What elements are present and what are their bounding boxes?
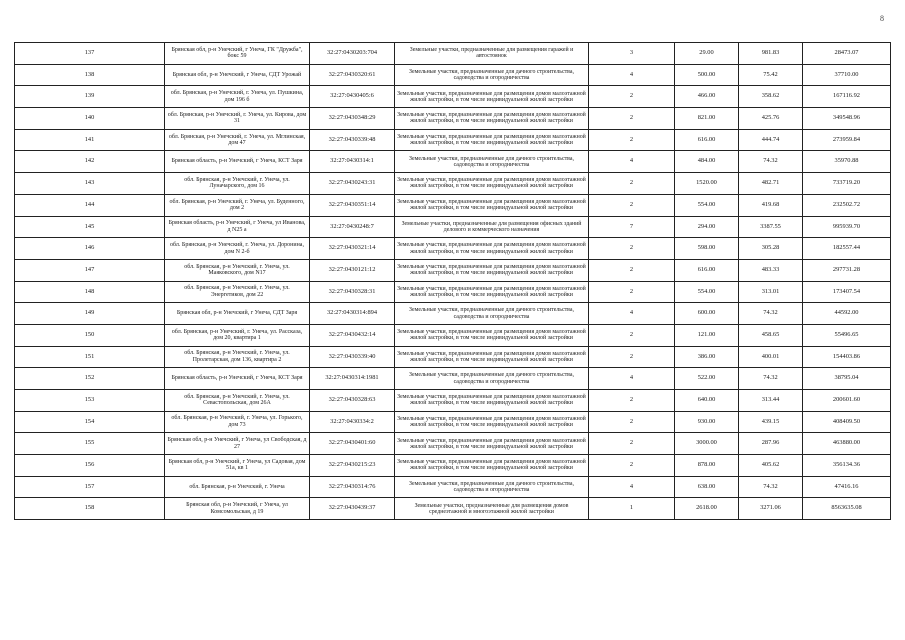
address-cell: обл. Брянская, р-н Унечский, г. Унеча: [165, 476, 310, 498]
row-number-cell: 140: [15, 108, 165, 130]
land-registry-table: [14, 42, 891, 520]
row-number-cell: 148: [15, 281, 165, 303]
cadastral-number-cell: 32:27:0430339:40: [310, 346, 395, 368]
specific-value-cell: 419.68: [739, 194, 803, 216]
row-number-cell: 144: [15, 194, 165, 216]
cadastral-number-cell: 32:27:0430405:6: [310, 86, 395, 108]
area-cell: 638.00: [675, 476, 739, 498]
cadastral-number-cell: 32:27:0430351:14: [310, 194, 395, 216]
table-row: [15, 216, 891, 238]
address-cell: обл. Брянская, р-н Унечский, г. Унеча, ул. Маяковского, дом N17: [165, 259, 310, 281]
specific-value-cell: 313.44: [739, 390, 803, 412]
table-row: [15, 86, 891, 108]
table-row: [15, 455, 891, 477]
land-purpose-cell: Земельные участки, предназначенные для дачного строительства, садоводства и огородничества: [395, 476, 589, 498]
row-number-cell: 147: [15, 259, 165, 281]
specific-value-cell: 439.15: [739, 411, 803, 433]
cadastral-number-cell: 32:27:0430314:1981: [310, 368, 395, 390]
area-cell: 616.00: [675, 129, 739, 151]
address-cell: Брянская обл, р-н Унечский, г Унеча, ул Свободская, д 27: [165, 433, 310, 455]
land-purpose-cell: Земельные участки, предназначенные для размещения домов малоэтажной жилой застройки, в том числе индивидуальной жилой застройки: [395, 238, 589, 260]
cadastral-number-cell: 32:27:0430432:14: [310, 324, 395, 346]
cadastral-number-cell: 32:27:0430121:12: [310, 259, 395, 281]
address-cell: Брянская обл, р-н Унечский, г Унеча, ул Садовая, дом 51а, кв 1: [165, 455, 310, 477]
address-cell: обл. Брянская, р-н Унечский, г. Унеча, ул. Луначарского, дом 16: [165, 173, 310, 195]
area-cell: 878.00: [675, 455, 739, 477]
specific-value-cell: 400.01: [739, 346, 803, 368]
specific-value-cell: 458.65: [739, 324, 803, 346]
land-purpose-cell: Земельные участки, предназначенные для размещения домов малоэтажной жилой застройки, в том числе индивидуальной жилой застройки: [395, 390, 589, 412]
land-purpose-cell: Земельные участки, предназначенные для дачного строительства, садоводства и огородничества: [395, 151, 589, 173]
group-code-cell: 4: [589, 64, 675, 86]
cadastral-number-cell: 32:27:0430314:894: [310, 303, 395, 325]
specific-value-cell: 981.83: [739, 43, 803, 65]
row-number-cell: 155: [15, 433, 165, 455]
group-code-cell: 2: [589, 86, 675, 108]
area-cell: 500.00: [675, 64, 739, 86]
cadastral-value-cell: 182557.44: [803, 238, 891, 260]
address-cell: обл. Брянская, р-н Унечский, г. Унеча, ул. Севастопольская, дом 26А: [165, 390, 310, 412]
land-purpose-cell: Земельные участки, предназначенные для размещения домов малоэтажной жилой застройки, в том числе индивидуальной жилой застройки: [395, 129, 589, 151]
row-number-cell: 151: [15, 346, 165, 368]
row-number-cell: 143: [15, 173, 165, 195]
cadastral-value-cell: 55496.65: [803, 324, 891, 346]
cadastral-value-cell: 463880.00: [803, 433, 891, 455]
group-code-cell: 2: [589, 455, 675, 477]
land-purpose-cell: Земельные участки, предназначенные для размещения домов малоэтажной жилой застройки, в том числе индивидуальной жилой застройки: [395, 173, 589, 195]
specific-value-cell: 3387.55: [739, 216, 803, 238]
cadastral-value-cell: 232502.72: [803, 194, 891, 216]
area-cell: 600.00: [675, 303, 739, 325]
address-cell: Брянская область, р-н Унечский, г Унеча, КСТ Заря: [165, 368, 310, 390]
specific-value-cell: 305.28: [739, 238, 803, 260]
group-code-cell: 2: [589, 173, 675, 195]
cadastral-value-cell: 995939.70: [803, 216, 891, 238]
address-cell: обл. Брянская, р-н Унечский, г. Унеча, ул. Кирова, дом 31: [165, 108, 310, 130]
row-number-cell: 139: [15, 86, 165, 108]
row-number-cell: 149: [15, 303, 165, 325]
land-purpose-cell: Земельные участки, предназначенные для размещения домов малоэтажной жилой застройки, в том числе индивидуальной жилой застройки: [395, 108, 589, 130]
area-cell: 29.00: [675, 43, 739, 65]
cadastral-number-cell: 32:27:0430215:23: [310, 455, 395, 477]
group-code-cell: 2: [589, 324, 675, 346]
table-row: [15, 303, 891, 325]
row-number-cell: 156: [15, 455, 165, 477]
table-row: [15, 281, 891, 303]
land-purpose-cell: Земельные участки, предназначенные для размещения домов малоэтажной жилой застройки, в том числе индивидуальной жилой застройки: [395, 259, 589, 281]
land-purpose-cell: Земельные участки, предназначенные для размещения домов малоэтажной жилой застройки, в том числе индивидуальной жилой застройки: [395, 455, 589, 477]
address-cell: обл. Брянская, р-н Унечский, г. Унеча, ул. Пролетарская, дом 136, квартира 2: [165, 346, 310, 368]
row-number-cell: 153: [15, 390, 165, 412]
row-number-cell: 141: [15, 129, 165, 151]
cadastral-number-cell: 32:27:0430314:1: [310, 151, 395, 173]
row-number-cell: 154: [15, 411, 165, 433]
group-code-cell: 2: [589, 281, 675, 303]
page-number: 8: [880, 14, 884, 23]
row-number-cell: 158: [15, 498, 165, 520]
cadastral-value-cell: 356134.36: [803, 455, 891, 477]
cadastral-value-cell: 297731.28: [803, 259, 891, 281]
cadastral-number-cell: 32:27:0430339:48: [310, 129, 395, 151]
address-cell: обл. Брянская, р-н Унечский, г. Унеча, ул. Энергетиков, дом 22: [165, 281, 310, 303]
cadastral-number-cell: 32:27:0430401:60: [310, 433, 395, 455]
specific-value-cell: 444.74: [739, 129, 803, 151]
group-code-cell: 2: [589, 433, 675, 455]
area-cell: 2618.00: [675, 498, 739, 520]
address-cell: обл. Брянская, р-н Унечский, г. Унеча, ул. Доронина, дом N 2-б: [165, 238, 310, 260]
address-cell: Брянская обл, р-н Унечский, г Унеча, СДТ Урожай: [165, 64, 310, 86]
land-purpose-cell: Земельные участки, предназначенные для дачного строительства, садоводства и огородничества: [395, 303, 589, 325]
area-cell: 821.00: [675, 108, 739, 130]
area-cell: 386.00: [675, 346, 739, 368]
group-code-cell: 1: [589, 498, 675, 520]
area-cell: 640.00: [675, 390, 739, 412]
area-cell: 466.00: [675, 86, 739, 108]
cadastral-number-cell: 32:27:0430321:14: [310, 238, 395, 260]
area-cell: 554.00: [675, 194, 739, 216]
land-purpose-cell: Земельные участки, предназначенные для дачного строительства, садоводства и огородничества: [395, 368, 589, 390]
address-cell: Брянская область, р-н Унечский, г Унеча, КСТ Заря: [165, 151, 310, 173]
cadastral-number-cell: 32:27:0430328:63: [310, 390, 395, 412]
table-row: [15, 411, 891, 433]
cadastral-number-cell: 32:27:0430248:7: [310, 216, 395, 238]
address-cell: обл. Брянская, р-н Унечский, г. Унеча, ул. Горького, дом 73: [165, 411, 310, 433]
table-row: [15, 194, 891, 216]
group-code-cell: 2: [589, 259, 675, 281]
address-cell: обл. Брянская, р-н Унечский, г. Унеча, ул. Мглинская, дом 47: [165, 129, 310, 151]
specific-value-cell: 3271.06: [739, 498, 803, 520]
row-number-cell: 157: [15, 476, 165, 498]
land-purpose-cell: Земельные участки, предназначенные для размещения домов малоэтажной жилой застройки, в том числе индивидуальной жилой застройки: [395, 194, 589, 216]
table-row: [15, 324, 891, 346]
row-number-cell: 152: [15, 368, 165, 390]
group-code-cell: 2: [589, 194, 675, 216]
row-number-cell: 142: [15, 151, 165, 173]
specific-value-cell: 75.42: [739, 64, 803, 86]
area-cell: 930.00: [675, 411, 739, 433]
address-cell: обл. Брянская, р-н Унечский, г. Унеча, ул. Пушкина, дом 196 б: [165, 86, 310, 108]
land-purpose-cell: Земельные участки, предназначенные для размещения офисных зданий делового и коммерческого назначения: [395, 216, 589, 238]
land-purpose-cell: Земельные участки, предназначенные для размещения домов среднеэтажной и многоэтажной жилой застройки: [395, 498, 589, 520]
land-purpose-cell: Земельные участки, предназначенные для размещения гаражей и автостоянок: [395, 43, 589, 65]
area-cell: 616.00: [675, 259, 739, 281]
group-code-cell: 4: [589, 476, 675, 498]
table-row: [15, 173, 891, 195]
table-row: [15, 390, 891, 412]
row-number-cell: 138: [15, 64, 165, 86]
area-cell: 294.00: [675, 216, 739, 238]
land-purpose-cell: Земельные участки, предназначенные для размещения домов малоэтажной жилой застройки, в том числе индивидуальной жилой застройки: [395, 86, 589, 108]
table-row: [15, 346, 891, 368]
cadastral-value-cell: 173407.54: [803, 281, 891, 303]
area-cell: 121.00: [675, 324, 739, 346]
address-cell: обл. Брянская, р-н Унечский, г. Унеча, ул. Буденного, дом 2: [165, 194, 310, 216]
group-code-cell: 4: [589, 368, 675, 390]
cadastral-number-cell: 32:27:0430348:29: [310, 108, 395, 130]
specific-value-cell: 287.96: [739, 433, 803, 455]
land-purpose-cell: Земельные участки, предназначенные для размещения домов малоэтажной жилой застройки, в том числе индивидуальной жилой застройки: [395, 433, 589, 455]
address-cell: обл. Брянская, р-н Унечский, г. Унеча, ул. Рассказа, дом 20, квартира 1: [165, 324, 310, 346]
group-code-cell: 3: [589, 43, 675, 65]
specific-value-cell: 425.76: [739, 108, 803, 130]
cadastral-number-cell: 32:27:0430243:31: [310, 173, 395, 195]
cadastral-value-cell: 47416.16: [803, 476, 891, 498]
specific-value-cell: 74.32: [739, 368, 803, 390]
address-cell: Брянская обл, р-н Унечский, г Унеча, СДТ Заря: [165, 303, 310, 325]
land-purpose-cell: Земельные участки, предназначенные для размещения домов малоэтажной жилой застройки, в том числе индивидуальной жилой застройки: [395, 411, 589, 433]
group-code-cell: 7: [589, 216, 675, 238]
area-cell: 3000.00: [675, 433, 739, 455]
table-body: [15, 43, 891, 520]
cadastral-number-cell: 32:27:0430328:31: [310, 281, 395, 303]
land-purpose-cell: Земельные участки, предназначенные для дачного строительства, садоводства и огородничества: [395, 64, 589, 86]
row-number-cell: 146: [15, 238, 165, 260]
area-cell: 598.00: [675, 238, 739, 260]
cadastral-value-cell: 349548.96: [803, 108, 891, 130]
group-code-cell: 2: [589, 390, 675, 412]
cadastral-value-cell: 273959.84: [803, 129, 891, 151]
specific-value-cell: 358.62: [739, 86, 803, 108]
table-row: [15, 108, 891, 130]
cadastral-number-cell: 32:27:0430320:61: [310, 64, 395, 86]
table-row: [15, 64, 891, 86]
specific-value-cell: 74.32: [739, 476, 803, 498]
table-row: [15, 498, 891, 520]
address-cell: Брянская обл, р-н Унечский, г Унеча, ул Комсомольская, д 19: [165, 498, 310, 520]
land-purpose-cell: Земельные участки, предназначенные для размещения домов малоэтажной жилой застройки, в том числе индивидуальной жилой застройки: [395, 346, 589, 368]
land-purpose-cell: Земельные участки, предназначенные для размещения домов малоэтажной жилой застройки, в том числе индивидуальной жилой застройки: [395, 281, 589, 303]
group-code-cell: 2: [589, 346, 675, 368]
group-code-cell: 2: [589, 108, 675, 130]
specific-value-cell: 74.32: [739, 303, 803, 325]
area-cell: 554.00: [675, 281, 739, 303]
group-code-cell: 2: [589, 238, 675, 260]
area-cell: 484.00: [675, 151, 739, 173]
cadastral-value-cell: 28473.07: [803, 43, 891, 65]
table-row: [15, 259, 891, 281]
table-row: [15, 43, 891, 65]
row-number-cell: 137: [15, 43, 165, 65]
cadastral-value-cell: 733719.20: [803, 173, 891, 195]
group-code-cell: 2: [589, 411, 675, 433]
table-row: [15, 476, 891, 498]
specific-value-cell: 74.32: [739, 151, 803, 173]
specific-value-cell: 313.01: [739, 281, 803, 303]
table-row: [15, 433, 891, 455]
table-row: [15, 368, 891, 390]
row-number-cell: 145: [15, 216, 165, 238]
cadastral-value-cell: 154403.86: [803, 346, 891, 368]
row-number-cell: 150: [15, 324, 165, 346]
cadastral-value-cell: 38795.04: [803, 368, 891, 390]
table-row: [15, 151, 891, 173]
cadastral-number-cell: 32:27:0430203:704: [310, 43, 395, 65]
cadastral-value-cell: 408409.50: [803, 411, 891, 433]
cadastral-value-cell: 44592.00: [803, 303, 891, 325]
area-cell: 522.00: [675, 368, 739, 390]
cadastral-value-cell: 8563635.08: [803, 498, 891, 520]
specific-value-cell: 482.71: [739, 173, 803, 195]
cadastral-value-cell: 35970.88: [803, 151, 891, 173]
cadastral-number-cell: 32:27:0430314:76: [310, 476, 395, 498]
cadastral-number-cell: 32:27:0430334:2: [310, 411, 395, 433]
address-cell: Брянская область, р-н Унечский, г Унеча, ул Иванова, д N25 а: [165, 216, 310, 238]
specific-value-cell: 405.62: [739, 455, 803, 477]
area-cell: 1520.00: [675, 173, 739, 195]
land-purpose-cell: Земельные участки, предназначенные для размещения домов малоэтажной жилой застройки, в том числе индивидуальной жилой застройки: [395, 324, 589, 346]
cadastral-value-cell: 200601.60: [803, 390, 891, 412]
group-code-cell: 4: [589, 303, 675, 325]
cadastral-value-cell: 167116.92: [803, 86, 891, 108]
table-row: [15, 129, 891, 151]
specific-value-cell: 483.33: [739, 259, 803, 281]
cadastral-value-cell: 37710.00: [803, 64, 891, 86]
address-cell: Брянская обл, р-н Унечский, г Унеча, ГК "Дружба", бокс 59: [165, 43, 310, 65]
group-code-cell: 4: [589, 151, 675, 173]
group-code-cell: 2: [589, 129, 675, 151]
table-row: [15, 238, 891, 260]
cadastral-number-cell: 32:27:0430439:37: [310, 498, 395, 520]
